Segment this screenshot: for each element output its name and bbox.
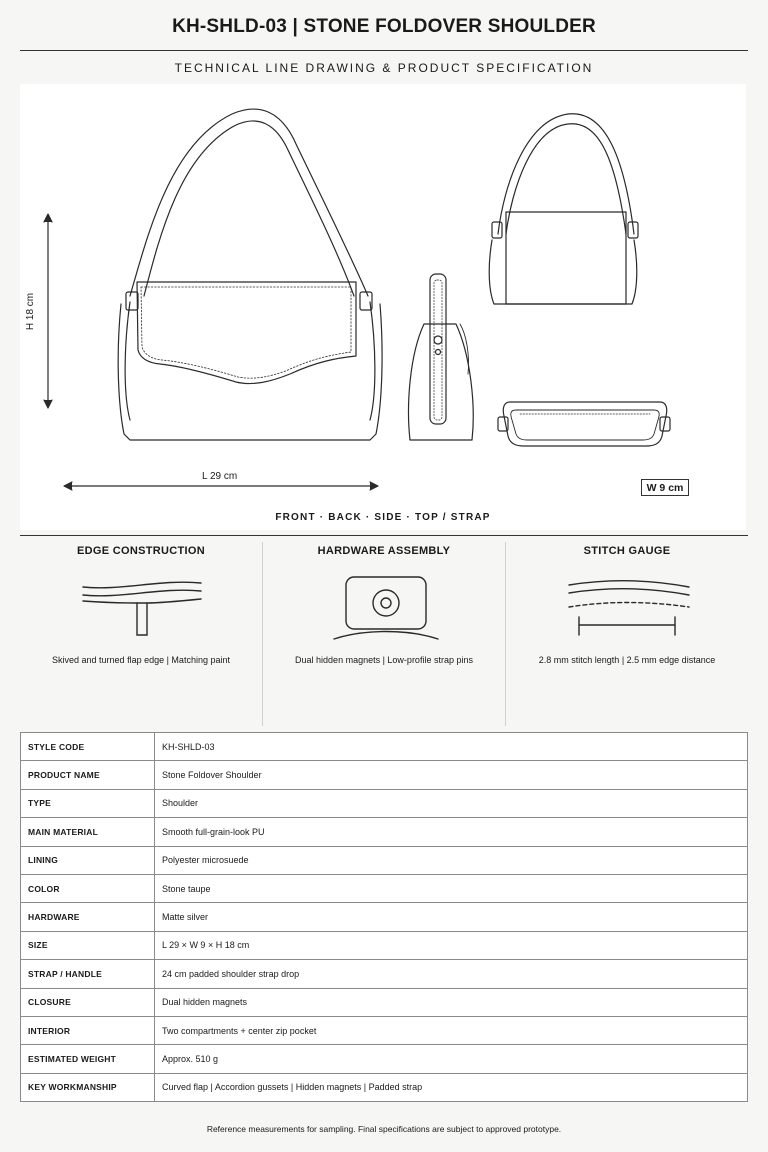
table-row xyxy=(21,988,748,1016)
spec-value: Shoulder xyxy=(155,789,748,817)
side-view-drawing xyxy=(409,274,474,440)
spec-key: KEY WORKMANSHIP xyxy=(21,1073,155,1101)
detail-title: STITCH GAUGE xyxy=(583,545,671,557)
length-dimension-line xyxy=(64,482,378,490)
hardware-magnet-icon xyxy=(304,575,464,641)
spec-value: Stone taupe xyxy=(155,874,748,902)
spec-value: Smooth full-grain-look PU xyxy=(155,818,748,846)
spec-key: INTERIOR xyxy=(21,1016,155,1044)
spec-value: Dual hidden magnets xyxy=(155,988,748,1016)
detail-hardware-assembly xyxy=(263,540,505,726)
spec-value: KH-SHLD-03 xyxy=(155,733,748,761)
edge-construction-icon xyxy=(61,575,221,641)
spec-value: Curved flap | Accordion gussets | Hidden magnets | Padded strap xyxy=(155,1073,748,1101)
spec-key: ESTIMATED WEIGHT xyxy=(21,1045,155,1073)
spec-key: MAIN MATERIAL xyxy=(21,818,155,846)
detail-title: EDGE CONSTRUCTION xyxy=(77,545,205,557)
spec-key: STYLE CODE xyxy=(21,733,155,761)
length-dimension-label: L 29 cm xyxy=(202,471,238,482)
width-dimension-badge: W 9 cm xyxy=(641,479,689,496)
spec-value: Polyester microsuede xyxy=(155,846,748,874)
spec-key: LINING xyxy=(21,846,155,874)
spec-value: L 29 × W 9 × H 18 cm xyxy=(155,931,748,959)
table-row xyxy=(21,733,748,761)
page-title: KH-SHLD-03 | STONE FOLDOVER SHOULDER xyxy=(172,16,596,37)
spec-key: COLOR xyxy=(21,874,155,902)
detail-title: HARDWARE ASSEMBLY xyxy=(317,545,451,557)
table-row xyxy=(21,903,748,931)
table-row xyxy=(21,846,748,874)
height-dimension-line xyxy=(44,214,52,408)
spec-value: Stone Foldover Shoulder xyxy=(155,761,748,789)
table-row xyxy=(21,1045,748,1073)
detail-caption: Dual hidden magnets | Low-profile strap pins xyxy=(295,655,473,665)
table-row xyxy=(21,818,748,846)
detail-stitch-gauge xyxy=(506,540,748,726)
table-row xyxy=(21,874,748,902)
technical-drawing-panel xyxy=(20,84,746,530)
spec-key: CLOSURE xyxy=(21,988,155,1016)
page-subtitle: TECHNICAL LINE DRAWING & PRODUCT SPECIFICATION xyxy=(174,61,594,75)
spec-key: TYPE xyxy=(21,789,155,817)
detail-caption: Skived and turned flap edge | Matching paint xyxy=(52,655,230,665)
back-view-drawing xyxy=(489,114,638,304)
spec-table xyxy=(20,732,748,1102)
views-caption: FRONT · BACK · SIDE · TOP / STRAP xyxy=(275,512,491,523)
spec-value: Two compartments + center zip pocket xyxy=(155,1016,748,1044)
spec-key: HARDWARE xyxy=(21,903,155,931)
detail-caption: 2.8 mm stitch length | 2.5 mm edge distance xyxy=(538,655,716,665)
spec-value: Matte silver xyxy=(155,903,748,931)
spec-key: STRAP / HANDLE xyxy=(21,960,155,988)
top-view-drawing xyxy=(498,402,670,446)
table-row xyxy=(21,1073,748,1101)
section-divider xyxy=(20,535,748,536)
table-row xyxy=(21,761,748,789)
table-row xyxy=(21,1016,748,1044)
detail-edge-construction xyxy=(20,540,262,726)
table-row xyxy=(21,931,748,959)
footer-note: Reference measurements for sampling. Final specifications are subject to approved prototype. xyxy=(206,1124,562,1134)
front-view-drawing xyxy=(118,109,382,440)
table-row xyxy=(21,789,748,817)
spec-key: PRODUCT NAME xyxy=(21,761,155,789)
spec-value: 24 cm padded shoulder strap drop xyxy=(155,960,748,988)
table-row xyxy=(21,960,748,988)
spec-key: SIZE xyxy=(21,931,155,959)
height-dimension-label: H 18 cm xyxy=(25,292,37,331)
spec-value: Approx. 510 g xyxy=(155,1045,748,1073)
header-divider xyxy=(20,50,748,51)
stitch-gauge-icon xyxy=(547,575,707,641)
